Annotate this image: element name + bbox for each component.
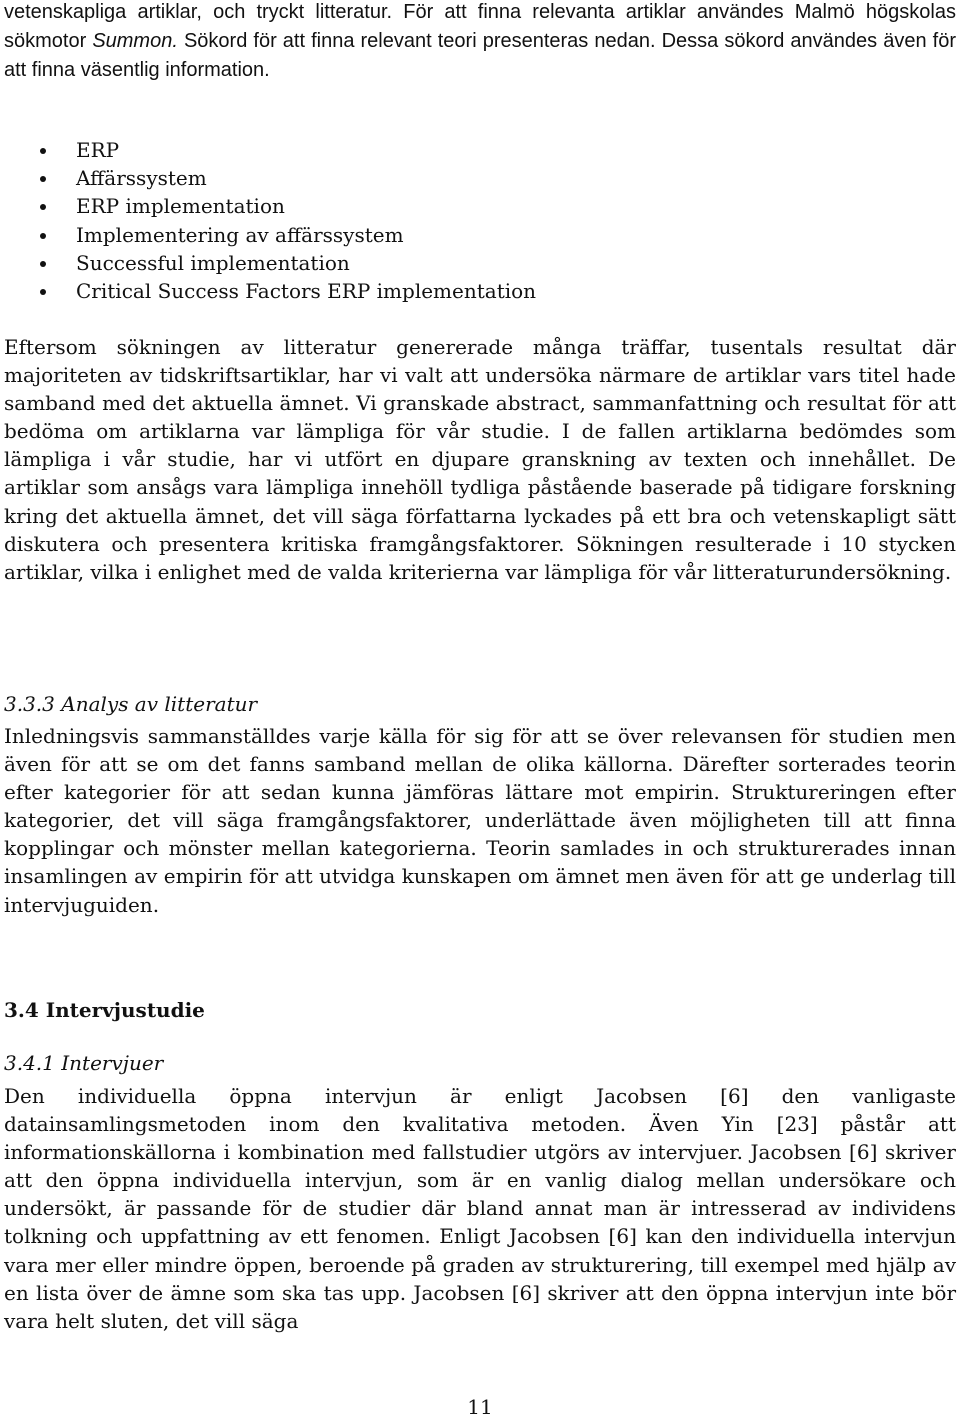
list-item [40, 249, 536, 277]
list-item-label: Successful implementation [76, 250, 350, 275]
analys-paragraph: Inledningsvis sammanställdes varje källa för sig för att se över relevansen för studien men även för att se om det fanns samband mellan de olika källorna. Därefter sorterades teorin efter kategorier för att sedan kunna jämföras lättare mot empirin. Struktureringen efter kategorier, det vill säga framgångsfaktorer, underlättade även möjligheten till att finna kopplingar och mönster mellan kategorierna. Teorin samlades in och strukturerades innan insamlingen av empirin för att utvidga kunskapen om ämnet men även för att ge underlag till intervjuguiden. [4, 724, 956, 917]
list-item-label: Critical Success Factors ERP implementation [76, 278, 537, 303]
list-item [40, 136, 536, 164]
intervjuer-paragraph: Den individuella öppna intervjun är enligt Jacobsen [6] den vanligaste datainsamlingsmetoden inom den kvalitativa metoden. Även Yin [23] påstår att informationskällorna i kombination med fallstudier utgörs av intervjuer. Jacobsen [6] skriver att den öppna individuella intervjun, som är en vanlig dialog mellan undersökare och undersökt, är passande för de studier där bland annat man är intresserad av individens tolkning och uppfattning av ett fenomen. Enligt Jacobsen [6] kan den individuella intervjun vara mer eller mindre öppen, beroende på graden av strukturering, till exempel med hjälp av en lista över de ämne som ska tas upp. Jacobsen [6] skriver att den öppna intervjun inte bör vara helt sluten, det vill säga [4, 1084, 956, 1333]
list-item [40, 192, 536, 220]
list-item [40, 277, 536, 305]
section-heading-intervjuer: 3.4.1 Intervjuer [4, 1051, 164, 1075]
list-item-label: ERP implementation [76, 194, 285, 219]
list-item-label: Affärssystem [76, 166, 207, 191]
bullet-icon [40, 176, 46, 182]
section-heading-analys: 3.3.3 Analys av litteratur [4, 692, 258, 716]
bullet-icon [40, 204, 46, 210]
search-engine-name: Summon. [92, 30, 178, 53]
bullet-icon [40, 148, 46, 154]
page-number: 11 [467, 1395, 493, 1419]
intro-text-1: vetenskapliga artiklar, och tryckt litteratur. För att finna relevanta artiklar användes Malmö högskolas sökmotor [4, 1, 956, 53]
section-heading-intervjustudie: 3.4 Intervjustudie [4, 998, 205, 1022]
list-item-label: ERP [76, 138, 120, 162]
bullet-icon [40, 289, 46, 295]
list-item [40, 221, 536, 249]
list-item [40, 164, 536, 192]
bullet-icon [40, 233, 46, 239]
intro-text-2: Sökord för att finna relevant teori presenteras nedan. Dessa sökord användes även för att finna väsentlig information. [4, 30, 956, 82]
list-item-label: Implementering av affärssystem [76, 222, 404, 247]
intro-paragraph [4, 0, 956, 84]
bullet-icon [40, 261, 46, 267]
search-results-paragraph: Eftersom sökningen av litteratur genererade många träffar, tusentals resultat där majoriteten av tidskriftsartiklar, har vi valt att undersöka närmare de artiklar vars titel hade samband med det aktuella ämnet. Vi granskade abstract, sammanfattning och resultat för att bedöma om artiklarna var lämpliga för vår studie. I de fallen artiklarna bedömdes som lämpliga i vår studie, har vi utfört en djupare granskning av texten och innehållet. De artiklar som ansågs vara lämpliga innehöll tydliga påstående baserade på tidigare forskning kring det aktuella ämnet, det vill säga författarna lyckades på ett bra och vetenskapligt sätt diskutera och presentera kritiska framgångsfaktorer. Sökningen resulterade i 10 stycken artiklar, vilka i enlighet med de valda kriterierna var lämpliga för vår litteraturundersökning. [4, 335, 956, 584]
search-terms-list [40, 136, 536, 305]
